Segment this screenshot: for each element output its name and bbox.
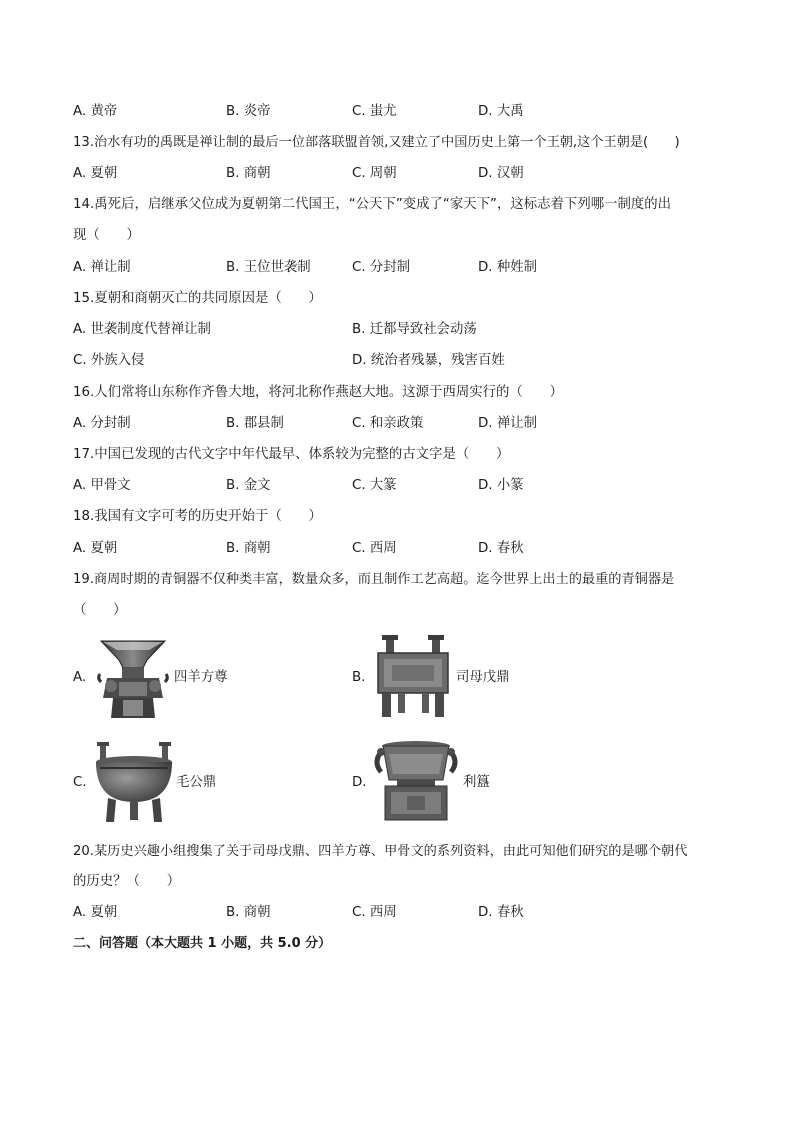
q14-option-d: D. 种姓制 (478, 260, 537, 275)
q12-option-c: C. 蚩尤 (352, 104, 397, 119)
q19-option-d-caption: 利簋 (463, 775, 490, 790)
q13-option-c: C. 周朝 (352, 166, 397, 181)
li-gui-image (373, 740, 459, 822)
q17-option-c: C. 大篆 (352, 478, 397, 493)
q14-option-a: A. 禅让制 (73, 260, 131, 275)
q20-option-b: B. 商朝 (226, 905, 271, 920)
q19-option-c-caption: 毛公鼎 (176, 775, 217, 790)
q15-option-d: D. 统治者残暴，残害百姓 (352, 353, 505, 368)
q13-option-d: D. 汉朝 (478, 166, 524, 181)
q13-stem: 13.治水有功的禹既是禅让制的最后一位部落联盟首领,又建立了中国历史上第一个王朝,这个王朝是( ) (73, 135, 680, 150)
q19-option-a-caption: 四羊方尊 (174, 670, 228, 685)
simuwu-ding-image (372, 633, 454, 719)
q13-option-b: B. 商朝 (226, 166, 271, 181)
q18-option-c: C. 西周 (352, 541, 397, 556)
q16-option-c: C. 和亲政策 (352, 416, 424, 431)
q12-option-a: A. 黄帝 (73, 104, 118, 119)
q17-stem: 17.中国已发现的古代文字中年代最早、体系较为完整的古文字是（ ） (73, 447, 510, 462)
q18-option-b: B. 商朝 (226, 541, 271, 556)
q17-option-d: D. 小篆 (478, 478, 524, 493)
q20-stem-line2: 的历史？（ ） (73, 874, 181, 889)
maogong-ding-image (92, 740, 176, 824)
q13-option-a: A. 夏朝 (73, 166, 118, 181)
q19-option-d-letter: D. (352, 775, 367, 790)
q14-option-c: C. 分封制 (352, 260, 411, 275)
q18-option-d: D. 春秋 (478, 541, 524, 556)
q15-option-a: A. 世袭制度代替禅让制 (73, 322, 211, 337)
q15-stem: 15.夏朝和商朝灭亡的共同原因是（ ） (73, 291, 322, 306)
q15-option-b: B. 迁都导致社会动荡 (352, 322, 477, 337)
q18-option-a: A. 夏朝 (73, 541, 118, 556)
four-ram-zun-image (93, 638, 173, 720)
q20-option-c: C. 西周 (352, 905, 397, 920)
q19-stem-line1: 19.商周时期的青铜器不仅种类丰富，数量众多，而且制作工艺高超。迄今世界上出土的最重的青铜器是 (73, 572, 675, 587)
q14-stem-line2: 现（ ） (73, 228, 140, 243)
q14-option-b: B. 王位世袭制 (226, 260, 311, 275)
q12-option-b: B. 炎帝 (226, 104, 271, 119)
q17-option-a: A. 甲骨文 (73, 478, 131, 493)
q19-stem-line2: （ ） (73, 603, 127, 618)
q16-stem: 16.人们常将山东称作齐鲁大地，将河北称作燕赵大地。这源于西周实行的（ ） (73, 385, 563, 400)
q16-option-a: A. 分封制 (73, 416, 131, 431)
q15-option-c: C. 外族入侵 (73, 353, 145, 368)
q18-stem: 18.我国有文字可考的历史开始于（ ） (73, 509, 322, 524)
q20-option-d: D. 春秋 (478, 905, 524, 920)
q16-option-d: D. 禅让制 (478, 416, 537, 431)
q12-option-d: D. 大禹 (478, 104, 524, 119)
q19-option-b-caption: 司母戊鼎 (456, 670, 510, 685)
q14-stem-line1: 14.禹死后，启继承父位成为夏朝第二代国王，“公天下”变成了“家天下”，这标志着下列哪一制度的出 (73, 197, 672, 212)
q19-option-a-letter: A. (73, 670, 87, 685)
q19-option-c-letter: C. (73, 775, 87, 790)
section-2-heading: 二、问答题（本大题共 1 小题，共 5.0 分） (73, 936, 332, 951)
q20-stem-line1: 20.某历史兴趣小组搜集了关于司母戊鼎、四羊方尊、甲骨文的系列资料，由此可知他们研究的是哪个朝代 (73, 844, 688, 859)
q20-option-a: A. 夏朝 (73, 905, 118, 920)
q16-option-b: B. 郡县制 (226, 416, 284, 431)
q17-option-b: B. 金文 (226, 478, 271, 493)
q19-option-b-letter: B. (352, 670, 366, 685)
